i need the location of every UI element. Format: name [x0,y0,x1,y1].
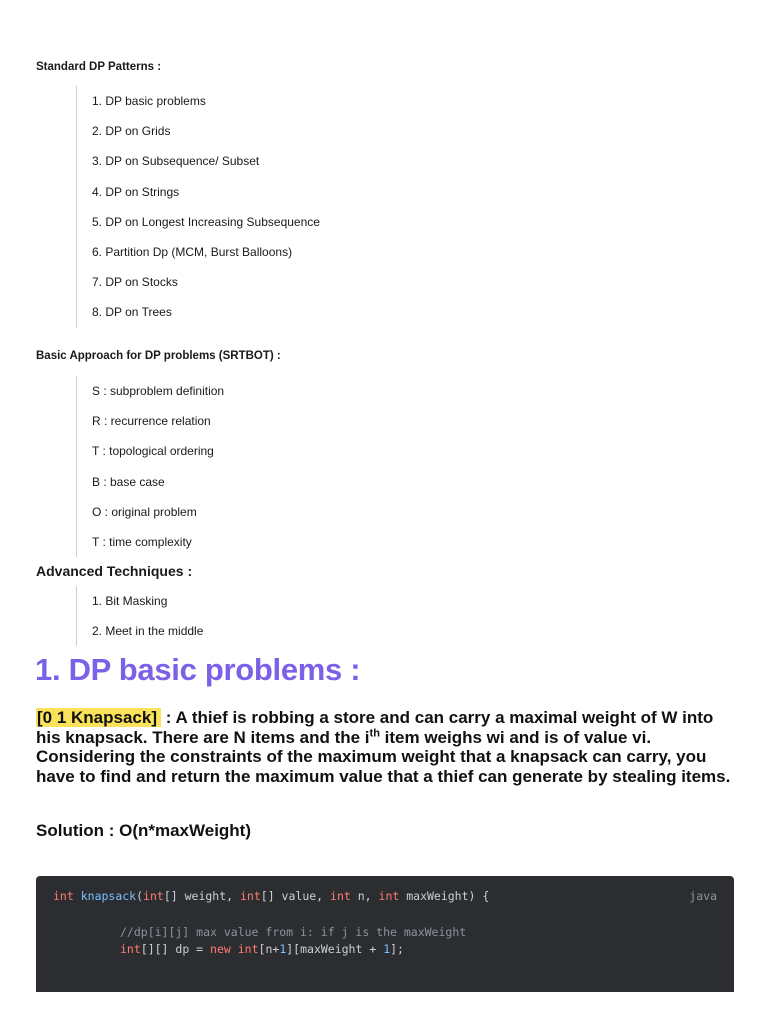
section-title: 1. DP basic problems : [35,652,361,687]
problem-statement [36,708,736,786]
list-item: 2. Meet in the middle [92,624,204,639]
list-item: O : original problem [92,504,197,519]
solution-label: Solution : O(n*maxWeight) [36,821,252,840]
srtbot-heading: Basic Approach for DP problems (SRTBOT) : [36,350,281,362]
list-item: 2. DP on Grids [92,124,171,139]
code-line: int knapsack(int[] weight, int[] value, int n, int maxWeight) { [53,889,490,903]
superscript: th [369,726,380,739]
list-item: 6. Partition Dp (MCM, Burst Balloons) [92,244,293,259]
list-item: 1. Bit Masking [92,594,168,608]
list-item: 3. DP on Subsequence/ Subset [92,154,260,169]
list-item: 5. DP on Longest Increasing Subsequence [92,214,320,229]
list-item: T : topological ordering [92,444,214,459]
list-item: 8. DP on Trees [92,305,172,320]
problem-tag: [0 1 Knapsack] [36,708,161,727]
problem-text-cont: item weighs wi and is of value vi. Considering the constraints of the maximum weight that a knapsack can carry, you have to find and return the maximum value that a thief can generate by stealing items. [36,727,731,786]
code-language-label: java [689,889,717,903]
advanced-list [76,586,203,646]
advanced-heading: Advanced Techniques : [36,563,193,579]
code-block[interactable] [36,876,734,992]
standard-patterns-list [76,86,320,328]
problem-text: : A thief is robbing a store and can carry a maximal weight of W into his knapsack. There are N items and the i [36,708,714,747]
standard-patterns-heading: Standard DP Patterns : [36,61,162,73]
code-comment: //dp[i][j] max value from i: if j is the maxWeight [120,925,467,939]
list-item: 1. DP basic problems [92,94,206,108]
list-item: 4. DP on Strings [92,184,180,199]
list-item: R : recurrence relation [92,414,211,429]
srtbot-list [76,376,224,557]
code-line: int[][] dp = new int[n+1][maxWeight + 1]; [120,942,404,956]
list-item: T : time complexity [92,534,192,549]
list-item: B : base case [92,474,165,489]
list-item: S : subproblem definition [92,384,225,398]
list-item: 7. DP on Stocks [92,275,178,290]
